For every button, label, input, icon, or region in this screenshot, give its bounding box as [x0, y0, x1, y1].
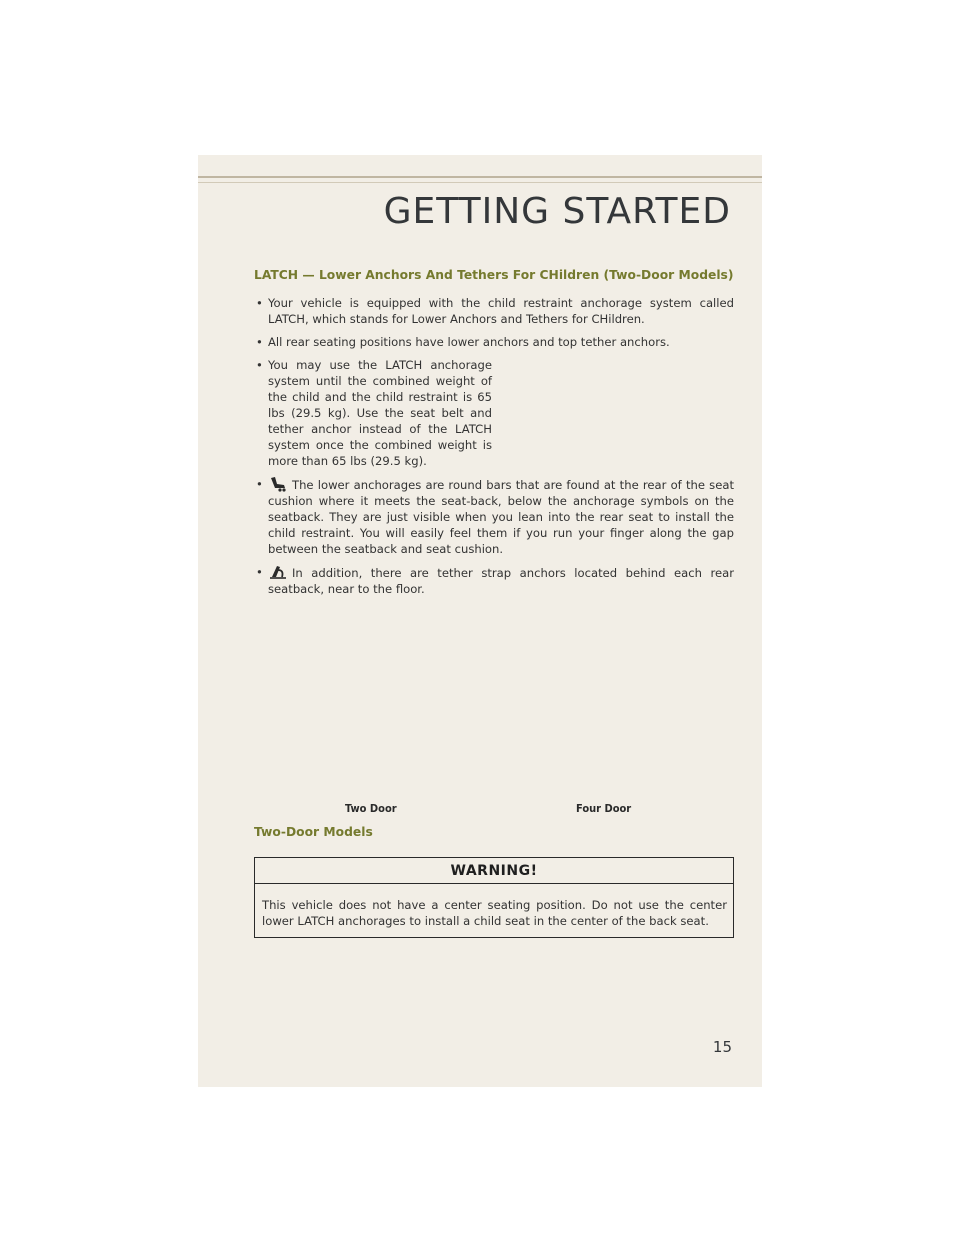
bullet-text: You may use the LATCH anchorage system until the combined weight of the child and the child restraint is 65 lbs (29.5 kg). Use the seat belt and tether anchor instead of the LATCH system once the combined weight is more than 65 lbs (29.5 kg).: [268, 358, 492, 468]
door-figure-area: [254, 633, 734, 793]
warning-title: WARNING!: [255, 858, 733, 884]
manual-page: [198, 155, 762, 1087]
caption-four-door: Four Door: [576, 802, 632, 815]
latch-bullet-list: [254, 295, 734, 604]
bullet-text: In addition, there are tether strap anchors located behind each rear seatback, near to the floor.: [268, 566, 734, 596]
bullet-text: The lower anchorages are round bars that are found at the rear of the seat cushion where it meets the seat-back, below the anchorage symbols on the seatback. They are just visible when you lean into the rear seat to install the child restraint. You will easily feel them if you run your finger along the gap between the seatback and seat cushion.: [268, 478, 734, 556]
warning-text: This vehicle does not have a center seating position. Do not use the center lower LATCH anchorages to install a child seat in the center of the back seat.: [262, 898, 727, 928]
bullet-text: All rear seating positions have lower anchors and top tether anchors.: [268, 335, 670, 349]
bullet-text: Your vehicle is equipped with the child restraint anchorage system called LATCH, which stands for Lower Anchors and Tethers for CHildren.: [268, 296, 734, 326]
two-door-heading: Two-Door Models: [254, 825, 373, 839]
bullet-item: [254, 334, 734, 350]
bullet-item: [254, 476, 734, 557]
bullet-item: [254, 295, 734, 327]
warning-box: [254, 857, 734, 938]
lower-anchor-icon: [268, 476, 288, 492]
section-header: GETTING STARTED: [383, 191, 731, 232]
header-rule-thin: [198, 182, 762, 183]
bullet-item: [254, 357, 492, 469]
header-rule: [198, 176, 762, 178]
latch-heading: LATCH — Lower Anchors And Tethers For CHildren (Two-Door Models): [254, 268, 734, 282]
bullet-item: [254, 564, 734, 597]
tether-anchor-icon: [268, 564, 288, 580]
page-number: 15: [712, 1038, 732, 1056]
caption-two-door: Two Door: [345, 802, 397, 815]
